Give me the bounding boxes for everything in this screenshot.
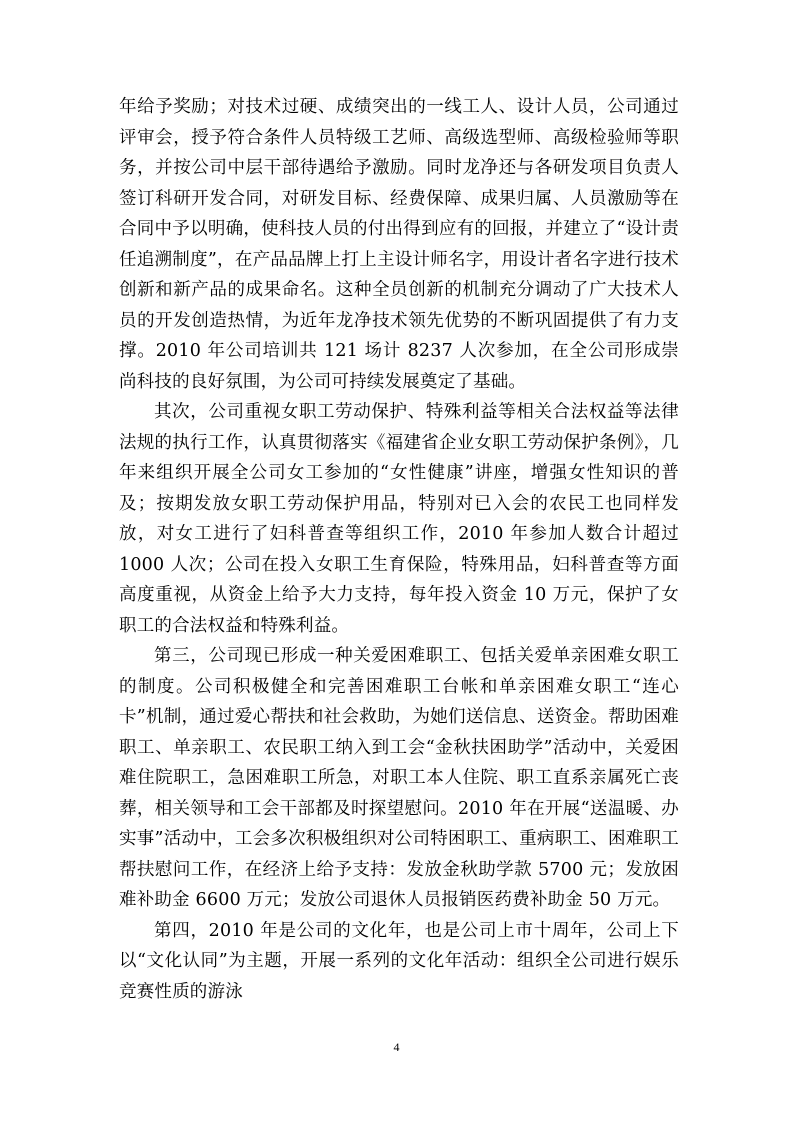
paragraph-4: 第四，2010 年是公司的文化年，也是公司上市十周年，公司上下以“文化认同”为主题，开展一系列的文化年活动：组织全公司进行娱乐竞赛性质的游泳: [119, 920, 679, 1002]
paragraph-2: 其次，公司重视女职工劳动保护、特殊利益等相关合法权益等法律法规的执行工作，认真贯彻落实《福建省企业女职工劳动保护条例》，几年来组织开展全公司女工参加的“女性健康”讲座，增强女性知识的普及；按期发放女职工劳动保护用品，特别对已入会的农民工也同样发放，对女工进行了妇科普查等组织工作，2010 年参加人数合计超过 1000 人次；公司在投入女职工生育保险，特殊用品，妇科普查等方面高度重视，从资金上给予大力支持，每年投入资金 10 万元，保护了女职工的合法权益和特殊利益。: [119, 402, 679, 636]
body-text: [119, 92, 679, 1007]
paragraph-1: 年给予奖励；对技术过硬、成绩突出的一线工人、设计人员，公司通过评审会，授予符合条件人员特级工艺师、高级选型师、高级检验师等职务，并按公司中层干部待遇给予激励。同时龙净还与各研发项目负责人签订科研开发合同，对研发目标、经费保障、成果归属、人员激励等在合同中予以明确，使科技人员的付出得到应有的回报，并建立了“设计责任追溯制度”，在产品品牌上打上主设计师名字，用设计者名字进行技术创新和新产品的成果命名。这种全员创新的机制充分调动了广大技术人员的开发创造热情，为近年龙净技术领先优势的不断巩固提供了有力支撑。2010 年公司培训共 121 场计 8237 人次参加，在全公司形成崇尚科技的良好氛围，为公司可持续发展奠定了基础。: [119, 97, 679, 392]
page-number: 4: [393, 1040, 400, 1054]
paragraph-3: 第三，公司现已形成一种关爱困难职工、包括关爱单亲困难女职工的制度。公司积极健全和完善困难职工台帐和单亲困难女职工“连心卡”机制，通过爱心帮扶和社会救助，为她们送信息、送资金。帮助困难职工、单亲职工、农民职工纳入到工会“金秋扶困助学”活动中，关爱困难住院职工，急困难职工所急，对职工本人住院、职工直系亲属死亡丧葬，相关领导和工会干部都及时探望慰问。2010 年在开展“送温暖、办实事”活动中，工会多次积极组织对公司特困职工、重病职工、困难职工帮扶慰问工作，在经济上给予支持：发放金秋助学款 5700 元；发放困难补助金 6600 万元；发放公司退休人员报销医药费补助金 50 万元。: [119, 646, 679, 910]
